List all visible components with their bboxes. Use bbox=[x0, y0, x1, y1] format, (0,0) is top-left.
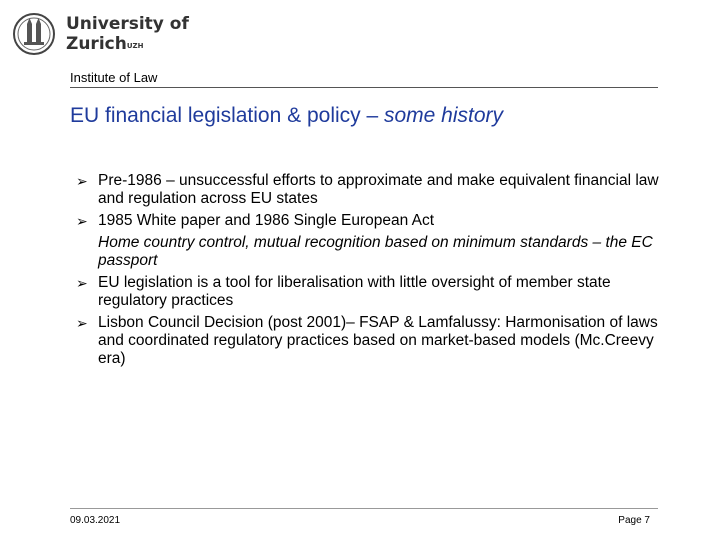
header-divider bbox=[70, 87, 658, 88]
arrow-bullet-icon: ➢ bbox=[76, 275, 88, 291]
bullet-text: Pre-1986 – unsuccessful efforts to approximate and make equivalent financial law and regulation across EU states bbox=[98, 172, 659, 207]
bullet-item bbox=[76, 172, 666, 208]
bullet-item bbox=[76, 314, 666, 368]
bullet-list bbox=[76, 172, 666, 372]
university-seal-icon bbox=[12, 12, 56, 56]
institute-label: Institute of Law bbox=[70, 70, 158, 85]
arrow-bullet-icon: ➢ bbox=[76, 173, 88, 189]
bullet-subtext: Home country control, mutual recognition based on minimum standards – the EC passport bbox=[98, 234, 653, 269]
bullet-item bbox=[76, 274, 666, 310]
footer-divider bbox=[70, 508, 658, 509]
logo-superscript: UZH bbox=[126, 42, 144, 50]
slide-title-plain: EU financial legislation & policy – bbox=[70, 104, 384, 127]
arrow-bullet-icon: ➢ bbox=[76, 213, 88, 229]
logo-line-1: University of bbox=[66, 14, 189, 34]
bullet-text: EU legislation is a tool for liberalisation with little oversight of member state regulatory practices bbox=[98, 274, 611, 309]
bullet-text: 1985 White paper and 1986 Single European Act bbox=[98, 212, 435, 229]
slide-title-italic: some history bbox=[384, 104, 504, 127]
arrow-bullet-icon: ➢ bbox=[76, 315, 88, 331]
footer-page-number: Page 7 bbox=[618, 515, 650, 526]
university-logo bbox=[12, 12, 189, 56]
bullet-item bbox=[76, 212, 666, 230]
footer-date: 09.03.2021 bbox=[70, 515, 121, 526]
slide-title bbox=[70, 104, 503, 128]
bullet-text: Lisbon Council Decision (post 2001)– FSAP & Lamfalussy: Harmonisation of laws and coordinated regulatory practices based on market-based models (Mc.Creevy era) bbox=[98, 314, 658, 367]
logo-line-2: Zurich bbox=[66, 34, 127, 54]
logo-wordmark bbox=[66, 14, 189, 54]
